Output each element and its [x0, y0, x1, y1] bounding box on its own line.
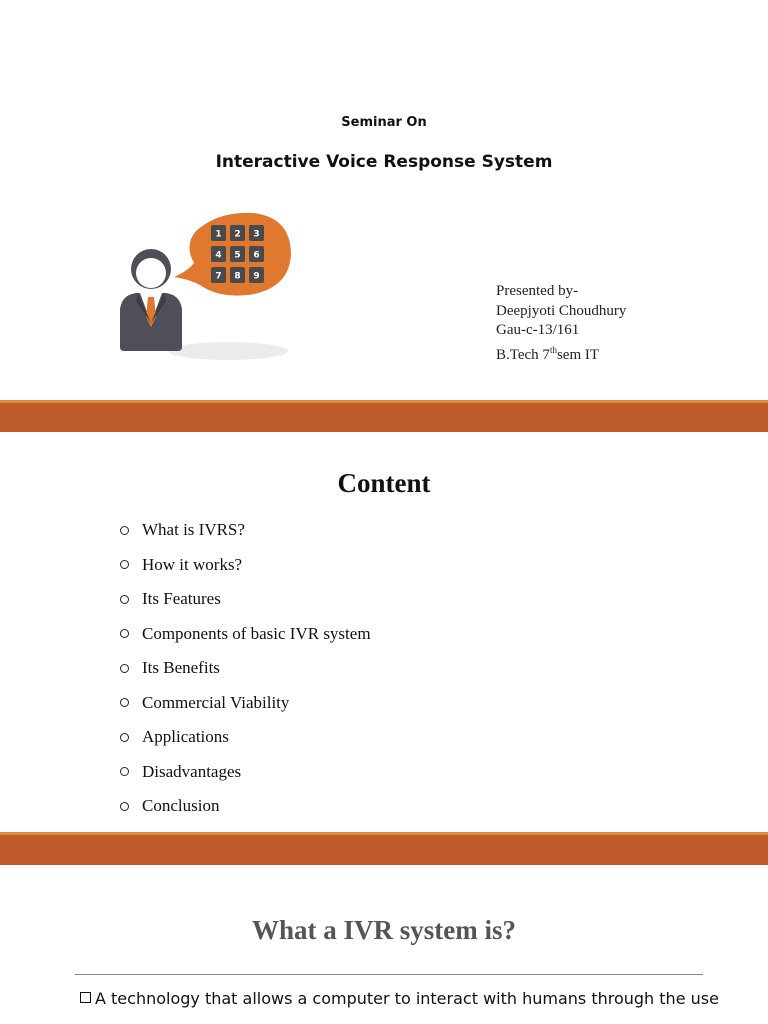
presenter-roll: Gau-c-13/161 [496, 322, 580, 338]
ivr-person-illustration [108, 205, 308, 375]
slide-subtitle: Seminar On [341, 115, 427, 130]
content-list-item [120, 551, 371, 586]
keypad-digit: 3 [253, 229, 260, 240]
presenter-heading: Presented by- [496, 283, 579, 299]
content-list-item [120, 516, 371, 551]
content-item-label: What is IVRS? [142, 520, 245, 540]
circle-bullet-icon [120, 526, 129, 535]
keypad-key [249, 246, 264, 262]
title-rule [75, 974, 703, 975]
presenter-name: Deepjyoti Choudhury [496, 302, 627, 319]
content-list-item [120, 758, 371, 793]
circle-bullet-icon [120, 629, 129, 638]
keypad-key [249, 225, 264, 241]
content-list-item [120, 620, 371, 655]
presenter-block [496, 282, 626, 365]
keypad-key [249, 267, 264, 283]
keypad-key [230, 246, 245, 262]
keypad-digit: 2 [234, 229, 241, 240]
keypad-digit: 8 [234, 271, 241, 282]
content-item-label: Commercial Viability [142, 692, 290, 712]
definition-text: A technology that allows a computer to interact with humans through the use [95, 989, 719, 1008]
keypad-digit: 6 [253, 250, 260, 261]
face [136, 258, 166, 288]
shadow [168, 342, 288, 360]
keypad-digit: 1 [215, 229, 222, 240]
keypad-key [230, 267, 245, 283]
content-list-item [120, 723, 371, 758]
circle-bullet-icon [120, 698, 129, 707]
presenter-course: B.Tech 7thsem IT [496, 344, 600, 363]
content-item-label: Disadvantages [142, 761, 242, 781]
content-item-label: How it works? [142, 554, 243, 574]
content-title: Content [337, 468, 431, 498]
checkbox-bullet-icon [80, 992, 91, 1003]
definition-title: What a IVR system is? [251, 915, 516, 945]
content-list [120, 516, 371, 827]
keypad-digit: 5 [234, 250, 241, 261]
keypad-digit: 4 [215, 250, 222, 261]
keypad-digit: 7 [215, 271, 222, 282]
keypad-digit: 9 [253, 271, 260, 282]
slide-title: Interactive Voice Response System [215, 152, 553, 172]
content-item-label: Conclusion [142, 796, 220, 816]
content-item-label: Its Benefits [142, 658, 220, 678]
content-item-label: Components of basic IVR system [142, 623, 371, 643]
content-list-item [120, 654, 371, 689]
definition-bullet [80, 989, 719, 1008]
keypad-key [211, 267, 226, 283]
slide-divider [0, 400, 768, 432]
circle-bullet-icon [120, 733, 129, 742]
content-item-label: Its Features [142, 589, 221, 609]
slide-divider [0, 832, 768, 865]
content-list-item [120, 792, 371, 827]
content-slide [0, 432, 768, 832]
title-slide [0, 0, 768, 400]
keypad-key [230, 225, 245, 241]
keypad-icon [211, 225, 264, 283]
circle-bullet-icon [120, 767, 129, 776]
content-item-label: Applications [142, 727, 229, 747]
circle-bullet-icon [120, 802, 129, 811]
keypad-key [211, 225, 226, 241]
definition-slide [0, 865, 768, 1024]
circle-bullet-icon [120, 595, 129, 604]
keypad-key [211, 246, 226, 262]
content-list-item [120, 585, 371, 620]
content-list-item [120, 689, 371, 724]
circle-bullet-icon [120, 560, 129, 569]
circle-bullet-icon [120, 664, 129, 673]
